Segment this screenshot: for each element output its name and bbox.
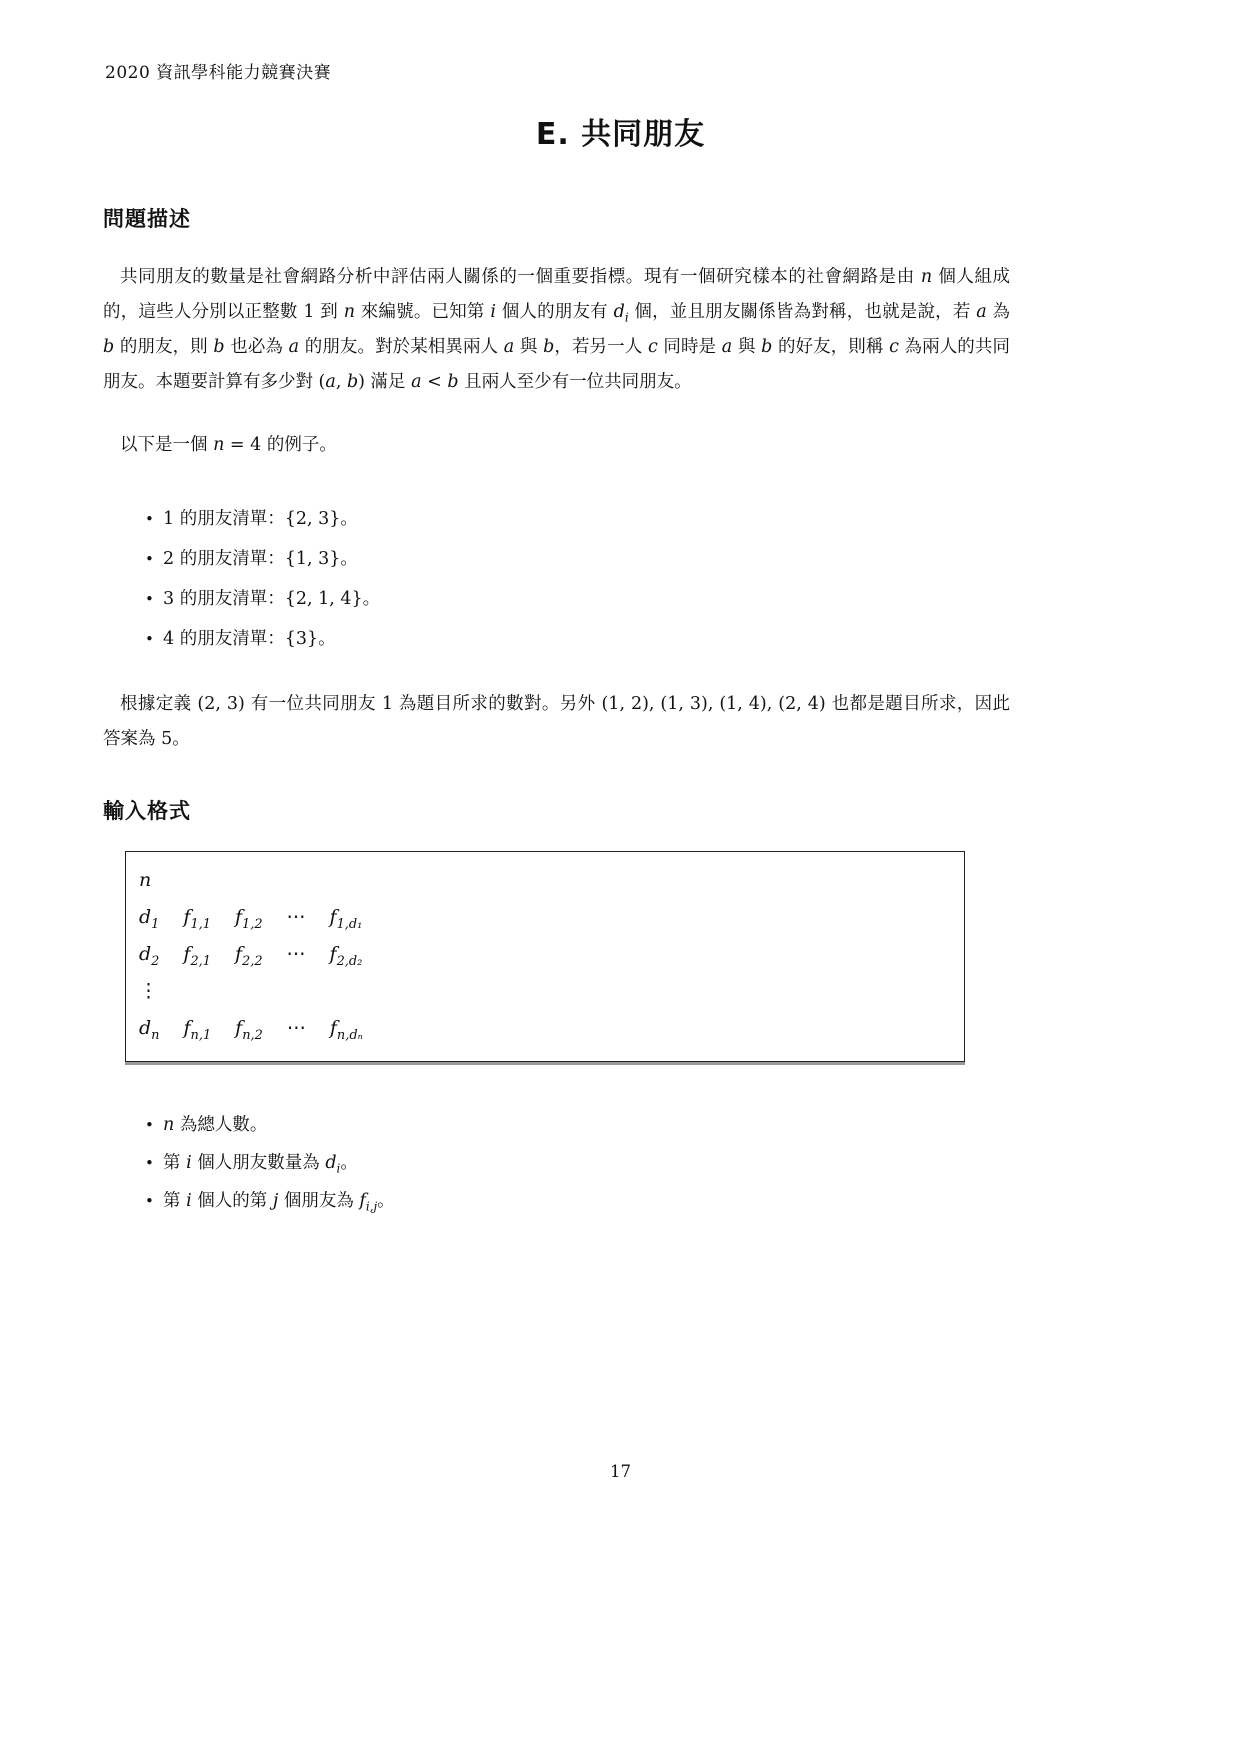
input-notes <box>0 1106 1010 1220</box>
input-format-box <box>125 851 965 1062</box>
list-item-friend-list-1: • 1 的朋友清單：{2, 3}。 <box>163 499 1010 539</box>
document-header: 2020 資訊學科能力競賽決賽 <box>105 63 332 83</box>
section-heading-problem-description: 問題描述 <box>103 207 191 231</box>
example-intro-paragraph: 以下是一個 n = 4 的例子。 <box>120 435 337 455</box>
page-number: 17 <box>610 1462 631 1481</box>
input-format-line-1: $d_1$ $f_{1,1}$ $f_{1,2}$ ⋯ $f_{1,d_1}$ <box>139 906 363 932</box>
list-item-friend-list-3: • 3 的朋友清單：{2, 1, 4}。 <box>163 579 1010 619</box>
friend-list <box>0 499 1010 659</box>
page-title: E. 共同朋友 <box>535 117 706 152</box>
list-item-friend-list-2: • 2 的朋友清單：{1, 3}。 <box>163 539 1010 579</box>
section-heading-input-format: 輸入格式 <box>103 799 191 823</box>
input-format-line-2: $d_2$ $f_{2,1}$ $f_{2,2}$ ⋯ $f_{2,d_2}$ <box>139 943 363 969</box>
list-item-note-n: • n 為總人數。 <box>163 1106 1010 1144</box>
input-format-line-n-row: $d_n$ $f_{n,1}$ $f_{n,2}$ ⋯ $f_{n,d_n}$ <box>139 1017 363 1043</box>
list-item-friend-list-4: • 4 的朋友清單：{3}。 <box>163 619 1010 659</box>
problem-description-paragraph: 共同朋友的數量是社會網路分析中評估兩人關係的一個重要指標。現有一個研究樣本的社會網路是由 n 個人組成的，這些人分別以正整數 1 到 n 來編號。已知第 i 個人的朋友有 $d_i$ 個，並且朋友關係皆為對稱，也就是說，若 a 為 b 的朋友，則 b 也必為 a 的朋友。對於某相異兩人 a 與 b，若另一人 c 同時是 a 與 b 的好友，則稱 c 為兩人的共同朋友。本題要計算有多少對 (a, b) 滿足 a < b 且兩人至少有一位共同朋友。 <box>103 267 1011 392</box>
list-item-note-d: • 第 i 個人朋友數量為 $d_i$。 <box>163 1144 1010 1182</box>
input-format-line-vdots: ⋮ <box>139 980 158 1002</box>
list-item-note-f: • 第 i 個人的第 j 個朋友為 $f_{i,j}$。 <box>163 1182 1010 1220</box>
answer-paragraph: 根據定義 (2, 3) 有一位共同朋友 1 為題目所求的數對。另外 (1, 2), (1, 3), (1, 4), (2, 4) 也都是題目所求，因此答案為 5。 <box>103 694 1010 749</box>
input-format-line-n: n <box>139 869 152 891</box>
